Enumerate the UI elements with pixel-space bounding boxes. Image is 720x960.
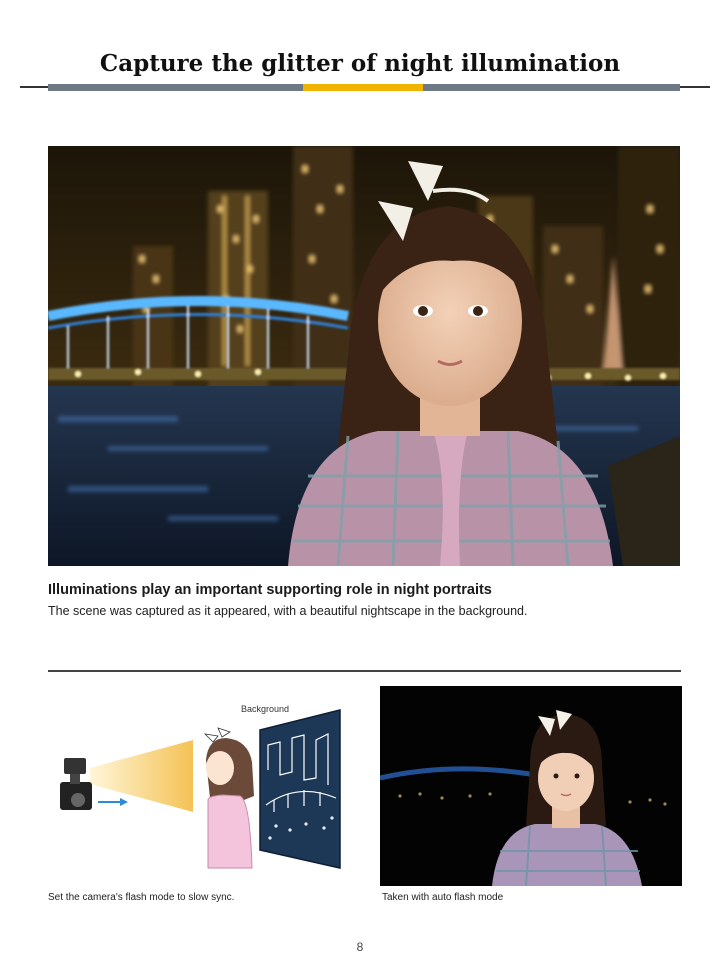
diagram-caption: Set the camera's flash mode to slow sync. bbox=[48, 892, 235, 903]
hero-caption-heading: Illuminations play an important supporting role in night portraits bbox=[48, 582, 492, 598]
page-number: 8 bbox=[356, 940, 364, 954]
page-title: Capture the glitter of night illumination bbox=[99, 50, 621, 77]
hero-caption-body: The scene was captured as it appeared, with a beautiful nightscape in the background. bbox=[48, 604, 528, 618]
title-bar-accent bbox=[303, 84, 423, 91]
auto-flash-caption: Taken with auto flash mode bbox=[382, 892, 504, 903]
auto-flash-photo bbox=[380, 686, 682, 886]
slow-sync-diagram bbox=[48, 700, 358, 880]
background-panel bbox=[260, 710, 340, 868]
background-label: Background bbox=[241, 704, 290, 714]
section-divider bbox=[48, 670, 681, 672]
camera-icon bbox=[60, 758, 92, 810]
hero-photo bbox=[48, 146, 680, 566]
girl-figure bbox=[205, 728, 254, 868]
